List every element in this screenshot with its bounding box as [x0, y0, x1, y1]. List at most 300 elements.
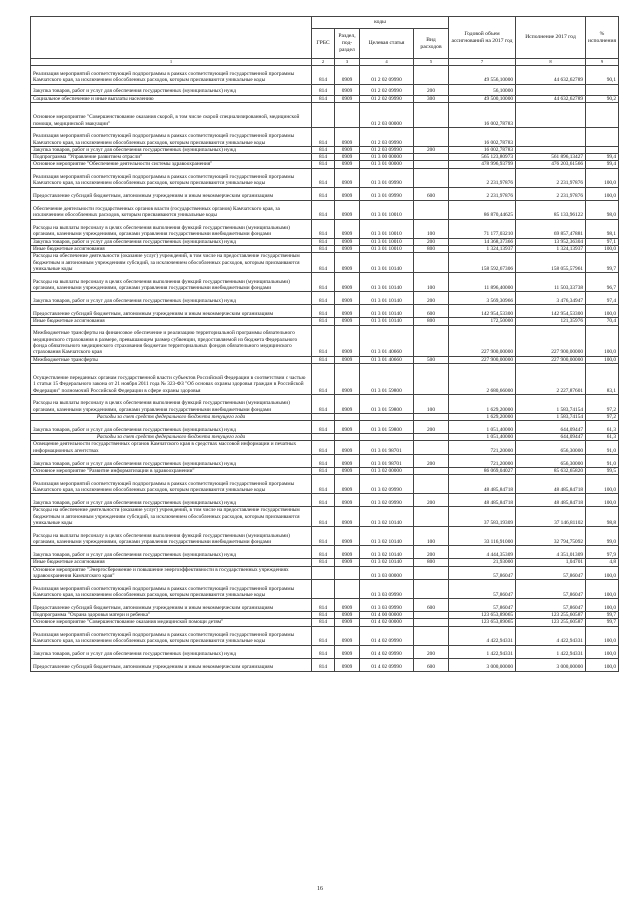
execution-amount-cell: 1 422,94331	[516, 645, 586, 658]
target-article-cell: 01 3 02 10140	[360, 527, 414, 546]
header-target-article: Целевая статья	[360, 29, 414, 59]
target-article-cell: 01 2 02 09990	[360, 84, 414, 95]
execution-amount-cell: 48 485,84718	[516, 475, 586, 494]
plan-amount-cell: 49 556,10000	[449, 65, 516, 84]
expense-type-cell: 600	[414, 187, 449, 200]
grbs-cell: 814	[312, 305, 335, 318]
grbs-cell	[312, 413, 335, 420]
header-section: Раздел, под-раздел	[335, 29, 360, 59]
expense-type-cell: 600	[414, 658, 449, 671]
expense-type-cell	[414, 200, 449, 219]
plan-amount-cell: 123 653,89065	[449, 619, 516, 626]
expense-type-cell	[414, 626, 449, 645]
expense-type-cell	[414, 325, 449, 356]
execution-amount-cell: 37 146,81102	[516, 507, 586, 527]
section-cell: 0909	[335, 187, 360, 200]
expense-type-cell	[414, 468, 449, 475]
budget-table-page	[30, 16, 618, 672]
execution-amount-cell: 13 952,36304	[516, 238, 586, 245]
execution-amount-cell: 57,86047	[516, 599, 586, 612]
grbs-cell: 814	[312, 161, 335, 168]
percent-cell	[586, 146, 619, 153]
expense-type-cell	[414, 253, 449, 273]
plan-amount-cell: 33 116,91000	[449, 527, 516, 546]
table-row	[31, 434, 619, 441]
percent-cell: 99,4	[586, 161, 619, 168]
target-article-cell: 01 3 02 09990	[360, 494, 414, 507]
row-name: Обеспечение деятельности государственных органов власти (государственных органов) Камчатского края, за исключением обособленных расходов, которым присваиваются уникальные коды	[31, 200, 312, 219]
section-cell: 0909	[335, 305, 360, 318]
table-row	[31, 168, 619, 187]
section-cell: 0909	[335, 494, 360, 507]
section-cell: 0909	[335, 626, 360, 645]
table-row	[31, 154, 619, 161]
percent-cell: 100,0	[586, 566, 619, 580]
target-article-cell: 01 2 03 09990	[360, 146, 414, 153]
section-cell	[335, 580, 360, 599]
execution-amount-cell: 57,86047	[516, 580, 586, 599]
plan-amount-cell: 57,86047	[449, 580, 516, 599]
percent-cell: 97,1	[586, 238, 619, 245]
section-cell: 0909	[335, 645, 360, 658]
row-name: Иные бюджетные ассигнования	[31, 246, 312, 253]
target-article-cell: 01 3 01 10140	[360, 292, 414, 305]
table-row	[31, 325, 619, 356]
plan-amount-cell: 1 324,13937	[449, 246, 516, 253]
execution-amount-cell: 1 583,74154	[516, 394, 586, 413]
percent-cell: 99,7	[586, 619, 619, 626]
execution-amount-cell: 227 900,00000	[516, 356, 586, 363]
header-percent: % исполнения	[586, 17, 619, 59]
row-name: Основное мероприятие "Совершенствование оказания скорой, в том числе скорой специализированной, медицинской помощи, медицинской эвакуации"	[31, 102, 312, 127]
table-row	[31, 84, 619, 95]
plan-amount-cell: 16 002,78783	[449, 146, 516, 153]
header-name-cell	[31, 17, 312, 59]
target-article-cell: 01 3 01 09990	[360, 187, 414, 200]
percent-cell: 100,0	[586, 599, 619, 612]
execution-amount-cell: 85 133,96122	[516, 200, 586, 219]
plan-amount-cell: 142 954,53300	[449, 305, 516, 318]
row-name: Закупка товаров, работ и услуг для обеспечения государственных (муниципальных) нужд	[31, 494, 312, 507]
grbs-cell: 814	[312, 559, 335, 566]
target-article-cell: 01 3 01 00000	[360, 161, 414, 168]
row-name: Предоставление субсидий бюджетным, автономным учреждениям и иным некоммерческим организациям	[31, 187, 312, 200]
section-cell: 0909	[335, 95, 360, 102]
plan-amount-cell: 71 177,03210	[449, 219, 516, 238]
expense-type-cell: 200	[414, 146, 449, 153]
target-article-cell: 01 3 01 10010	[360, 246, 414, 253]
grbs-cell: 814	[312, 599, 335, 612]
target-article-cell: 01 2 02 09990	[360, 95, 414, 102]
section-cell: 0909	[335, 546, 360, 559]
table-row	[31, 507, 619, 527]
row-name: Расходы на выплаты персоналу в целях обеспечения выполнения функций государственными (муниципальными) органами, казенными учреждениями, органами управления государственными внебюджетными фондами	[31, 273, 312, 292]
column-number: 5	[414, 59, 449, 66]
row-name: Основное мероприятие "Развитие информатизации в здравоохранении"	[31, 468, 312, 475]
execution-amount-cell: 2 231,97876	[516, 187, 586, 200]
section-cell: 0909	[335, 507, 360, 527]
expense-type-cell: 500	[414, 356, 449, 363]
section-cell	[335, 413, 360, 420]
section-cell: 0909	[335, 599, 360, 612]
grbs-cell: 814	[312, 219, 335, 238]
execution-amount-cell: 656,30000	[516, 455, 586, 468]
budget-execution-table	[30, 16, 619, 672]
grbs-cell: 814	[312, 318, 335, 325]
target-article-cell: 01 3 03 09990	[360, 580, 414, 599]
expense-type-cell: 300	[414, 95, 449, 102]
table-row	[31, 146, 619, 153]
percent-cell: 61,3	[586, 434, 619, 441]
plan-amount-cell: 158 592,67306	[449, 253, 516, 273]
table-row	[31, 246, 619, 253]
percent-cell: 100,0	[586, 246, 619, 253]
execution-amount-cell	[516, 84, 586, 95]
expense-type-cell: 800	[414, 559, 449, 566]
target-article-cell: 01 2 02 09990	[360, 65, 414, 84]
percent-cell: 91,0	[586, 441, 619, 455]
plan-amount-cell: 1 051,40000	[449, 421, 516, 434]
target-article-cell: 01 3 02 09990	[360, 475, 414, 494]
percent-cell: 97,2	[586, 413, 619, 420]
grbs-cell: 814	[312, 619, 335, 626]
plan-amount-cell: 227 900,00000	[449, 325, 516, 356]
execution-amount-cell: 4 351,01309	[516, 546, 586, 559]
expense-type-cell	[414, 168, 449, 187]
execution-amount-cell: 476 203,61566	[516, 161, 586, 168]
target-article-cell: 01 3 02 10140	[360, 559, 414, 566]
section-cell: 0909	[335, 200, 360, 219]
grbs-cell: 814	[312, 494, 335, 507]
percent-cell: 99,0	[586, 527, 619, 546]
table-row	[31, 102, 619, 127]
table-row	[31, 645, 619, 658]
percent-cell: 100,0	[586, 494, 619, 507]
section-cell: 0909	[335, 246, 360, 253]
percent-cell: 83,1	[586, 363, 619, 394]
execution-amount-cell: 142 954,53300	[516, 305, 586, 318]
table-row	[31, 527, 619, 546]
row-name: Закупка товаров, работ и услуг для обеспечения государственных (муниципальных) нужд	[31, 645, 312, 658]
section-cell	[335, 102, 360, 127]
execution-amount-cell	[516, 102, 586, 127]
execution-amount-cell	[516, 127, 586, 146]
expense-type-cell	[414, 566, 449, 580]
expense-type-cell: 100	[414, 394, 449, 413]
grbs-cell: 814	[312, 273, 335, 292]
row-name: Расходы за счет средств федерального бюджета текущего года	[31, 434, 312, 441]
section-cell: 0909	[335, 475, 360, 494]
plan-amount-cell: 37 583,19309	[449, 507, 516, 527]
target-article-cell	[360, 434, 414, 441]
percent-cell: 91,0	[586, 455, 619, 468]
section-cell: 0909	[335, 84, 360, 95]
grbs-cell: 814	[312, 356, 335, 363]
table-row	[31, 455, 619, 468]
percent-cell: 100,0	[586, 475, 619, 494]
grbs-cell: 814	[312, 394, 335, 413]
target-article-cell: 01 4 00 00000	[360, 612, 414, 619]
table-row	[31, 421, 619, 434]
plan-amount-cell: 57,86047	[449, 599, 516, 612]
expense-type-cell	[414, 154, 449, 161]
section-cell: 0909	[335, 612, 360, 619]
execution-amount-cell: 123 255,60587	[516, 619, 586, 626]
percent-cell: 100,0	[586, 356, 619, 363]
execution-amount-cell: 11 503,33738	[516, 273, 586, 292]
execution-amount-cell: 57,86047	[516, 566, 586, 580]
section-cell: 0909	[335, 394, 360, 413]
expense-type-cell: 600	[414, 599, 449, 612]
expense-type-cell: 800	[414, 318, 449, 325]
row-name: Социальное обеспечение и иные выплаты населению	[31, 95, 312, 102]
grbs-cell: 814	[312, 475, 335, 494]
section-cell: 0909	[335, 441, 360, 455]
execution-amount-cell: 227 900,00000	[516, 325, 586, 356]
execution-amount-cell	[516, 146, 586, 153]
grbs-cell: 814	[312, 363, 335, 394]
table-row	[31, 356, 619, 363]
execution-amount-cell: 85 632,65820	[516, 468, 586, 475]
execution-amount-cell: 123 255,60587	[516, 612, 586, 619]
table-row	[31, 65, 619, 84]
grbs-cell: 814	[312, 645, 335, 658]
grbs-cell: 814	[312, 200, 335, 219]
plan-amount-cell: 1 629,20000	[449, 413, 516, 420]
percent-cell	[586, 84, 619, 95]
percent-cell: 100,0	[586, 325, 619, 356]
target-article-cell: 01 3 01 98701	[360, 455, 414, 468]
expense-type-cell: 200	[414, 238, 449, 245]
expense-type-cell	[414, 580, 449, 599]
execution-amount-cell: 69 857,47881	[516, 219, 586, 238]
table-row	[31, 127, 619, 146]
expense-type-cell	[414, 413, 449, 420]
expense-type-cell	[414, 102, 449, 127]
grbs-cell: 814	[312, 84, 335, 95]
expense-type-cell	[414, 507, 449, 527]
row-name: Предоставление субсидий бюджетным, автономным учреждениям и иным некоммерческим организациям	[31, 305, 312, 318]
column-number: 3	[335, 59, 360, 66]
row-name: Расходы на обеспечение деятельности (оказание услуг) учреждений, в том числе на предоставление государственным бюджетным и автономным учреждениям субсидий, за исключением обособленных расходов, которым присваиваются уникальные коды	[31, 253, 312, 273]
expense-type-cell: 200	[414, 645, 449, 658]
percent-cell: 100,0	[586, 658, 619, 671]
target-article-cell: 01 3 03 09990	[360, 599, 414, 612]
expense-type-cell	[414, 475, 449, 494]
column-number: 1	[31, 59, 312, 66]
table-row	[31, 475, 619, 494]
expense-type-cell: 100	[414, 527, 449, 546]
execution-amount-cell: 561 896,13427	[516, 154, 586, 161]
table-row	[31, 187, 619, 200]
expense-type-cell: 200	[414, 84, 449, 95]
grbs-cell: 814	[312, 238, 335, 245]
row-name: Основное мероприятие "Совершенствование оказания медицинской помощи детям"	[31, 619, 312, 626]
percent-cell	[586, 127, 619, 146]
section-cell: 0909	[335, 363, 360, 394]
execution-amount-cell: 44 632,62789	[516, 65, 586, 84]
expense-type-cell: 600	[414, 305, 449, 318]
table-row	[31, 161, 619, 168]
plan-amount-cell: 4 444,35309	[449, 546, 516, 559]
grbs-cell: 814	[312, 507, 335, 527]
grbs-cell: 814	[312, 168, 335, 187]
row-name: Реализация мероприятий соответствующей подпрограммы в рамках соответствующей государственной программы Камчатского края, за исключением обособленных расходов, которым присваиваются уникальные коды	[31, 127, 312, 146]
table-row	[31, 273, 619, 292]
target-article-cell: 01 3 02 00000	[360, 468, 414, 475]
plan-amount-cell: 3 569,30966	[449, 292, 516, 305]
table-row	[31, 626, 619, 645]
percent-cell: 100,0	[586, 305, 619, 318]
plan-amount-cell: 2 231,97876	[449, 168, 516, 187]
target-article-cell: 01 3 00 00000	[360, 154, 414, 161]
percent-cell: 97,2	[586, 394, 619, 413]
percent-cell: 99,5	[586, 468, 619, 475]
row-name: Закупка товаров, работ и услуг для обеспечения государственных (муниципальных) нужд	[31, 421, 312, 434]
plan-amount-cell: 2 680,66000	[449, 363, 516, 394]
percent-cell: 98,8	[586, 507, 619, 527]
expense-type-cell: 200	[414, 455, 449, 468]
target-article-cell: 01 2 03 09990	[360, 127, 414, 146]
plan-amount-cell: 11 896,40000	[449, 273, 516, 292]
target-article-cell: 01 3 01 59800	[360, 394, 414, 413]
plan-amount-cell: 2 231,97876	[449, 187, 516, 200]
grbs-cell	[312, 566, 335, 580]
expense-type-cell: 100	[414, 273, 449, 292]
expense-type-cell: 200	[414, 546, 449, 559]
table-row	[31, 441, 619, 455]
grbs-cell: 814	[312, 154, 335, 161]
target-article-cell: 01 3 01 10140	[360, 305, 414, 318]
section-cell: 0909	[335, 421, 360, 434]
row-name: Основное мероприятие "Обеспечение деятельности системы здравоохранения"	[31, 161, 312, 168]
percent-cell: 100,0	[586, 645, 619, 658]
plan-amount-cell: 227 900,00000	[449, 356, 516, 363]
table-row	[31, 580, 619, 599]
header-execution: Исполнение 2017 год	[516, 17, 586, 59]
percent-cell: 100,0	[586, 626, 619, 645]
grbs-cell: 814	[312, 658, 335, 671]
plan-amount-cell: 16 002,78783	[449, 102, 516, 127]
section-cell: 0909	[335, 161, 360, 168]
expense-type-cell	[414, 441, 449, 455]
row-name: Основное мероприятие "Энергосбережение и повышение энергоэффективности в государственных учреждениях здравоохранения Камчатского края"	[31, 566, 312, 580]
table-row	[31, 566, 619, 580]
execution-amount-cell: 158 055,57961	[516, 253, 586, 273]
plan-amount-cell: 49 500,10000	[449, 95, 516, 102]
table-row	[31, 658, 619, 671]
section-cell: 0909	[335, 356, 360, 363]
grbs-cell: 814	[312, 441, 335, 455]
percent-cell: 100,0	[586, 187, 619, 200]
execution-amount-cell: 2 227,87601	[516, 363, 586, 394]
plan-amount-cell: 721,20000	[449, 441, 516, 455]
grbs-cell: 814	[312, 325, 335, 356]
target-article-cell: 01 3 01 59800	[360, 421, 414, 434]
target-article-cell: 01 3 01 40660	[360, 356, 414, 363]
section-cell: 0909	[335, 318, 360, 325]
percent-cell: 100,0	[586, 168, 619, 187]
plan-amount-cell: 21,93000	[449, 559, 516, 566]
table-row	[31, 619, 619, 626]
percent-cell: 99,4	[586, 154, 619, 161]
grbs-cell	[312, 434, 335, 441]
section-cell: 0909	[335, 168, 360, 187]
table-row	[31, 95, 619, 102]
expense-type-cell: 800	[414, 246, 449, 253]
grbs-cell: 814	[312, 95, 335, 102]
grbs-cell: 814	[312, 546, 335, 559]
plan-amount-cell: 172,50000	[449, 318, 516, 325]
row-name: Реализация мероприятий соответствующей подпрограммы в рамках соответствующей государственной программы Камчатского края, за исключением обособленных расходов, которым присваиваются уникальные коды	[31, 580, 312, 599]
execution-amount-cell: 644,09447	[516, 421, 586, 434]
plan-amount-cell: 86 870,44625	[449, 200, 516, 219]
target-article-cell: 01 4 02 09990	[360, 645, 414, 658]
expense-type-cell: 200	[414, 494, 449, 507]
grbs-cell: 814	[312, 626, 335, 645]
execution-amount-cell: 32 794,75092	[516, 527, 586, 546]
page-number: 16	[317, 886, 323, 892]
plan-amount-cell: 565 123,80973	[449, 154, 516, 161]
percent-cell: 100,0	[586, 580, 619, 599]
percent-cell: 70,4	[586, 318, 619, 325]
section-cell: 0909	[335, 325, 360, 356]
target-article-cell: 01 2 03 00000	[360, 102, 414, 127]
column-number: 2	[312, 59, 335, 66]
row-name: Расходы на выплаты персоналу в целях обеспечения выполнения функций государственными (муниципальными) органами, казенными учреждениями, органами управления государственными внебюджетными фондами	[31, 527, 312, 546]
grbs-cell: 814	[312, 468, 335, 475]
section-cell: 0909	[335, 219, 360, 238]
target-article-cell: 01 3 02 10140	[360, 507, 414, 527]
section-cell: 0909	[335, 527, 360, 546]
row-name: Расходы на выплаты персоналу в целях обеспечения выполнения функций государственными (муниципальными) органами, казенными учреждениями, органами управления государственными внебюджетными фондами	[31, 219, 312, 238]
table-row	[31, 200, 619, 219]
row-name: Закупка товаров, работ и услуг для обеспечения государственных (муниципальных) нужд	[31, 546, 312, 559]
row-name: Предоставление субсидий бюджетным, автономным учреждениям и иным некоммерческим организациям	[31, 658, 312, 671]
target-article-cell: 01 3 01 10010	[360, 219, 414, 238]
section-cell: 0909	[335, 127, 360, 146]
row-name: Расходы на обеспечение деятельности (оказание услуг) учреждений, в том числе на предоставление государственным бюджетным и автономным учреждениям субсидий, за исключением обособленных расходов, которым присваиваются уникальные коды	[31, 507, 312, 527]
row-name: Реализация мероприятий соответствующей подпрограммы в рамках соответствующей государственной программы Камчатского края, за исключением обособленных расходов, которым присваиваются уникальные коды	[31, 626, 312, 645]
row-name: Расходы на выплаты персоналу в целях обеспечения выполнения функций государственными (муниципальными) органами, казенными учреждениями, органами управления государственными внебюджетными фондами	[31, 394, 312, 413]
grbs-cell: 814	[312, 292, 335, 305]
plan-amount-cell: 57,86047	[449, 566, 516, 580]
plan-amount-cell: 86 069,04027	[449, 468, 516, 475]
percent-cell: 97,9	[586, 546, 619, 559]
target-article-cell: 01 3 03 00000	[360, 566, 414, 580]
expense-type-cell	[414, 619, 449, 626]
plan-amount-cell: 4 422,94331	[449, 626, 516, 645]
plan-amount-cell: 721,20000	[449, 455, 516, 468]
table-row	[31, 305, 619, 318]
expense-type-cell: 200	[414, 292, 449, 305]
plan-amount-cell: 1 629,20000	[449, 394, 516, 413]
target-article-cell: 01 3 01 10010	[360, 238, 414, 245]
row-name: Закупка товаров, работ и услуг для обеспечения государственных (муниципальных) нужд	[31, 84, 312, 95]
table-row	[31, 318, 619, 325]
grbs-cell: 814	[312, 253, 335, 273]
expense-type-cell	[414, 65, 449, 84]
section-cell: 0909	[335, 273, 360, 292]
row-name: Предоставление субсидий бюджетным, автономным учреждениям и иным некоммерческим организациям	[31, 599, 312, 612]
header-plan: Годовой объем ассигнований на 2017 год	[449, 17, 516, 59]
section-cell	[335, 434, 360, 441]
table-row	[31, 219, 619, 238]
column-number-row	[31, 59, 619, 66]
execution-amount-cell: 644,09447	[516, 434, 586, 441]
expense-type-cell	[414, 363, 449, 394]
header-grbs: ГРБС	[312, 29, 335, 59]
